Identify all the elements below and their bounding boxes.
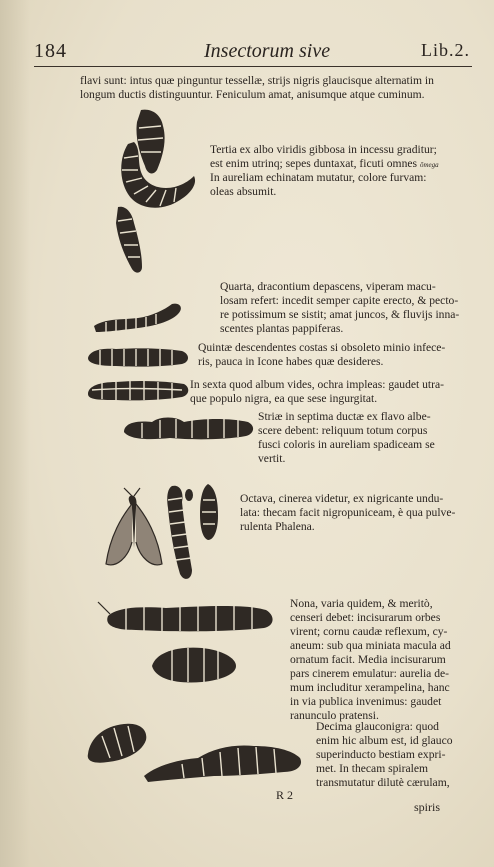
text-line: transmutatur dilutè cærulam, (316, 776, 450, 789)
text-line: virent; cornu caudæ reflexum, cy- (290, 625, 448, 638)
catchword: spiris (414, 800, 441, 814)
text-line: In sexta quod album vides, ochra impleas: gaudet utra- (190, 378, 445, 391)
text-line: Striæ in septima ductæ ex flavo albe- (258, 410, 431, 423)
egg-icon (184, 488, 194, 502)
text-line: enim hic album est, id glauco (316, 734, 453, 747)
text-line: ranunculo pratensi. (290, 709, 379, 722)
text-line: Quintæ descendentes costas si obsoleto minio infece- (198, 341, 446, 354)
book-label: Lib.2. (421, 40, 470, 60)
text-line: Tertia ex albo viridis gibbosa in incessu graditur; (210, 143, 437, 156)
text-line: met. In thecam spiralem (316, 762, 429, 775)
moth-octava-icon (104, 488, 164, 578)
running-title: Insectorum sive (204, 40, 331, 62)
text-line: mum includitur xerampelina, hanc (290, 681, 450, 694)
caterpillar-quinta-icon (86, 344, 190, 370)
pupa-octava-icon (198, 482, 220, 542)
text-line: in via publica invenimus: gaudet (290, 695, 442, 708)
text-line: Octava, cinerea videtur, ex nigricante undu- (240, 492, 444, 505)
page-header (34, 40, 474, 66)
text-line: flavi sunt: intus quæ pinguntur tessellæ, strijs nigris glaucisque alternatim in (80, 74, 434, 87)
text-line: Quarta, dracontium depascens, viperam macu- (220, 280, 436, 293)
text-line: censeri debet: incisurarum orbes (290, 611, 441, 624)
text-line: Decima glauconigra: quod (316, 720, 439, 733)
text-line: pars cinerem emulatur: aurelia de- (290, 667, 450, 680)
text-line: fusci coloris in aureliam spadiceam se (258, 438, 435, 451)
text-line: ris, pauca in Icone habes quæ desideres. (198, 355, 384, 368)
gutter-shadow (0, 0, 30, 867)
text-line: vertit. (258, 452, 286, 465)
text-line: In aureliam echinatam mutatur, colore furvam: (210, 171, 427, 184)
text-line: superinducto bestiam expri- (316, 748, 446, 761)
text-line: scere debent: reliquum totum corpus (258, 424, 428, 437)
text-line: longum ductis distinguuntur. Feniculum amat, anisumque atque cuminum. (80, 88, 425, 101)
text-line: ornatum facit. Media incisurarum (290, 653, 446, 666)
text-line: rulenta Phalena. (240, 520, 315, 533)
text-line: aneum: sub qua miniata macula ad (290, 639, 451, 652)
page-number: 184 (34, 40, 67, 62)
pupa-decima-icon (84, 720, 150, 764)
caterpillar-tertia-icon (118, 140, 198, 215)
text-line: oleas absumit. (210, 185, 277, 198)
caterpillar-quarta-icon (92, 300, 184, 334)
text-line: losam refert: incedit semper capite erecto, & pecto- (220, 294, 459, 307)
text-line: Nona, varia quidem, & meritò, (290, 597, 433, 610)
caterpillar-septima-icon (120, 414, 256, 442)
text-line: que populo nigra, ea que sese ingurgitat. (190, 392, 378, 405)
text-line: est enim utrinq; sepes duntaxat, ficuti omnes ōmega (210, 157, 439, 170)
text-line: lata: thecam facit nigropuniceam, è qua pulve- (240, 506, 456, 519)
caterpillar-sexta-icon (86, 378, 190, 404)
signature-mark: R 2 (276, 788, 294, 802)
caterpillar-nona-icon (96, 598, 276, 636)
pupa-tertia-icon (112, 205, 148, 277)
header-rule (34, 66, 472, 67)
text-line: re potissimum se sistit; amat juncos, & fluvijs inna- (220, 308, 460, 321)
text-line: scentes plantas pappiferas. (220, 322, 344, 335)
pupa-nona-icon (148, 644, 240, 684)
caterpillar-decima-icon (142, 736, 304, 782)
